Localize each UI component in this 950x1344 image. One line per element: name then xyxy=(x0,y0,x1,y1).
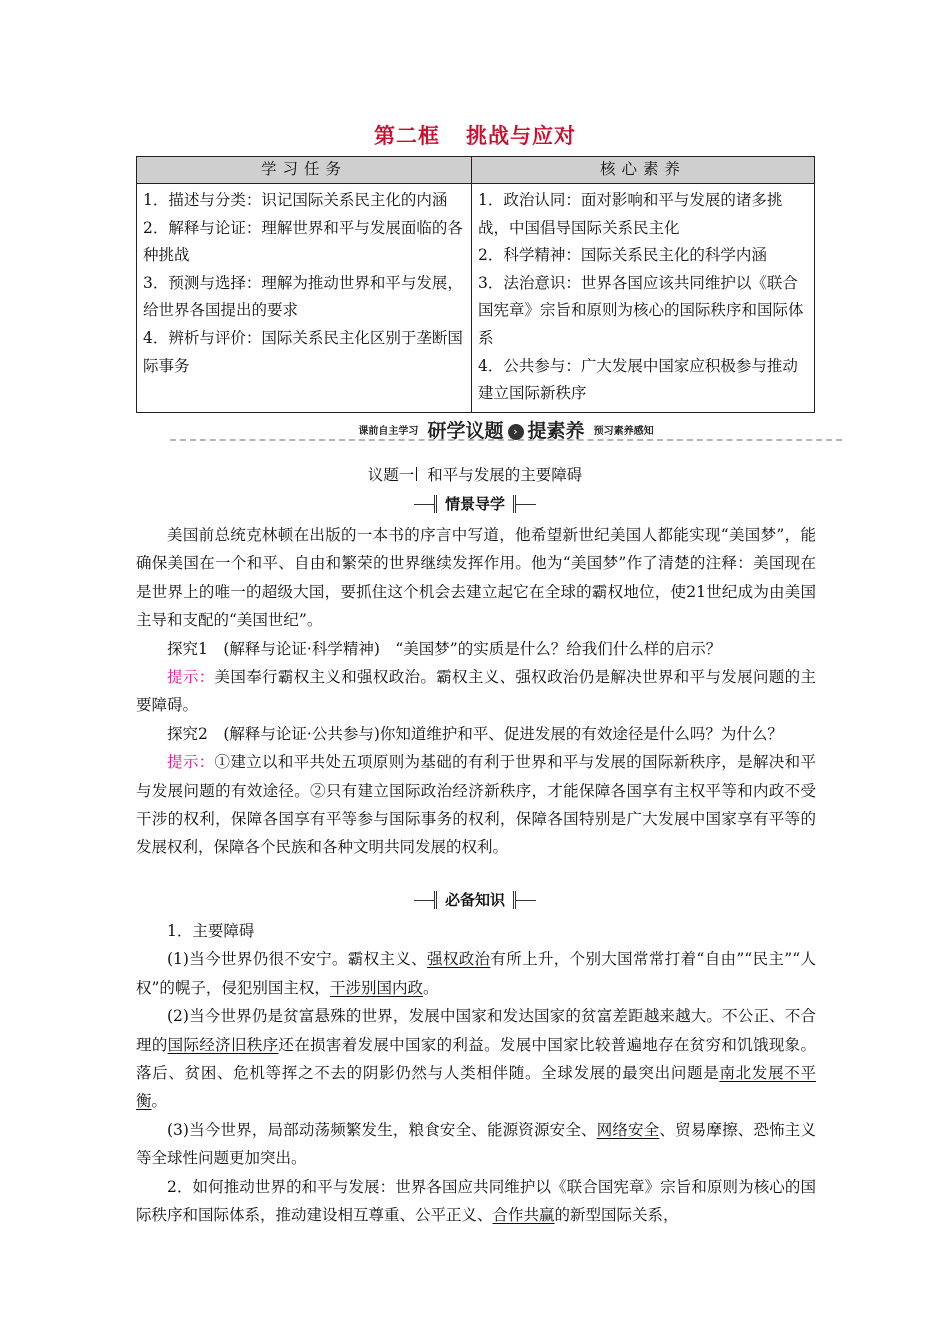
tip-label: 提示： xyxy=(167,668,215,687)
header-core-literacy: 核心素养 xyxy=(472,157,815,184)
title-part-topic: 挑战与应对 xyxy=(466,124,576,148)
answer-text: ①建立以和平共处五项原则为基础的有利于世界和平与发展的国际新秩序，是解决和平与发展问题的有效途径。②只有建立国际政治经济新秩序，才能保障各国享有主权平等和内政不受干涉的权利，保障各国享有平等参与国际事务的权利，保障各国特别是广大发展中国家享有平等的发展权利，保障各个民族和各种文明共同发展的权利。 xyxy=(136,753,816,857)
explore-question-2: 探究2 (解释与论证·公共参与)你知道维护和平、促进发展的有效途径是什么吗？为什么？ xyxy=(167,724,783,743)
banner-right-label: 预习素养感知 xyxy=(593,426,654,437)
knowledge-point-1-title: 1．主要障碍 xyxy=(167,922,255,940)
task-item: 3．预测与选择：理解为推动世界和平与发展，给世界各国提出的要求 xyxy=(143,273,463,320)
topic-label: 议题一 xyxy=(367,466,415,484)
literacy-item: 1．政治认同：面对影响和平与发展的诸多挑战，中国倡导国际关系民主化 xyxy=(478,191,783,237)
knowledge-point-2: 2．如何推动世界的和平与发展：世界各国应共同维护以《联合国宪章》宗旨和原则为核心的国际秩序和国际体系，推动建设相互尊重、公平正义、合作共赢的新型国际关系， xyxy=(136,1177,816,1225)
knowledge-point-1b: (2)当今世界仍是贫富悬殊的世界，发展中国家和发达国家的贫富差距越来越大。不公正、不合理的国际经济旧秩序还在损害着发展中国家的利益。发展中国家比较普遍地存在贫穷和饥饿现象。落后、贫困、危机等挥之不去的阴影仍然与人类相伴随。全球发展的最突出问题是南北发展不平衡。 xyxy=(136,1007,816,1111)
explore-answer-2 xyxy=(136,748,816,862)
explore-answer-1 xyxy=(136,663,816,720)
task-item: 4．辨析与评价：国际关系民主化区别于垄断国际事务 xyxy=(143,328,463,375)
banner-left-label: 课前自主学习 xyxy=(358,426,419,437)
underlined-term: 网络安全 xyxy=(596,1120,660,1139)
intro-paragraph: 美国前总统克林顿在出版的一本书的序言中写道，他希望新世纪美国人都能实现“美国梦”，能确保美国在一个和平、自由和繁荣的世界继续发挥作用。他为“美国梦”作了清楚的注释：美国现在是世界上的唯一的超级大国，要抓住这个机会去建立起它在全球的霸权地位，使21世纪成为由美国主导和支配的“美国世纪”。 xyxy=(136,526,816,630)
knowledge-section-header xyxy=(0,890,950,912)
banner-title-2: 提素养 xyxy=(527,420,585,442)
literacy-item: 4．公共参与：广大发展中国家应积极参与推动建立国际新秩序 xyxy=(478,356,798,403)
title-part-frame: 第二框 xyxy=(374,124,440,148)
underlined-term: 合作共赢 xyxy=(492,1206,555,1225)
core-literacy-cell xyxy=(472,184,815,413)
literacy-item: 2．科学精神：国际关系民主化的科学内涵 xyxy=(478,246,767,265)
task-item: 1．描述与分类：识记国际关系民主化的内涵 xyxy=(143,191,448,209)
explore-question-1: 探究1 (解释与论证·科学精神) “美国梦”的实质是什么？给我们什么样的启示？ xyxy=(167,639,722,658)
situation-content xyxy=(136,521,816,862)
knowledge-point-1a: (1)当今世界仍很不安宁。霸权主义、强权政治有所上升，个别大国常常打着“自由”“民主”“人权”的幌子，侵犯别国主权，干涉别国内政。 xyxy=(136,950,816,997)
lesson-title xyxy=(0,120,950,150)
situation-label: 情景导学 xyxy=(434,495,516,513)
underlined-term: 国际经济旧秩序 xyxy=(167,1035,279,1054)
learning-objectives-table xyxy=(136,156,815,413)
learning-tasks-cell xyxy=(137,184,472,413)
underlined-term: 南北发展不平衡 xyxy=(136,1064,816,1111)
header-learning-tasks: 学习任务 xyxy=(137,157,472,184)
knowledge-label: 必备知识 xyxy=(434,891,516,909)
task-item: 2．解释与论证：理解世界和平与发展面临的各种挑战 xyxy=(143,218,463,265)
topic-divider xyxy=(416,467,417,481)
knowledge-point-1c: (3)当今世界，局部动荡频繁发生，粮食安全、能源资源安全、网络安全、贸易摩擦、恐怖主义等全球性问题更加突出。 xyxy=(136,1120,816,1168)
underlined-term: 干涉别国内政 xyxy=(329,978,423,997)
topic-heading xyxy=(0,463,950,485)
knowledge-content xyxy=(136,917,816,1229)
tip-label: 提示： xyxy=(167,753,215,772)
arrow-right-icon: › xyxy=(508,424,524,440)
banner-title-1: 研学议题 xyxy=(427,420,504,442)
underlined-term: 强权政治 xyxy=(427,950,491,969)
section-banner xyxy=(170,416,842,446)
answer-text: 美国奉行霸权主义和强权政治。霸权主义、强权政治仍是解决世界和平与发展问题的主要障碍。 xyxy=(136,668,816,715)
literacy-item: 3．法治意识：世界各国应该共同维护以《联合国宪章》宗旨和原则为核心的国际秩序和国际体系 xyxy=(478,273,804,347)
topic-text: 和平与发展的主要障碍 xyxy=(427,466,583,484)
situation-section-header xyxy=(0,494,950,516)
